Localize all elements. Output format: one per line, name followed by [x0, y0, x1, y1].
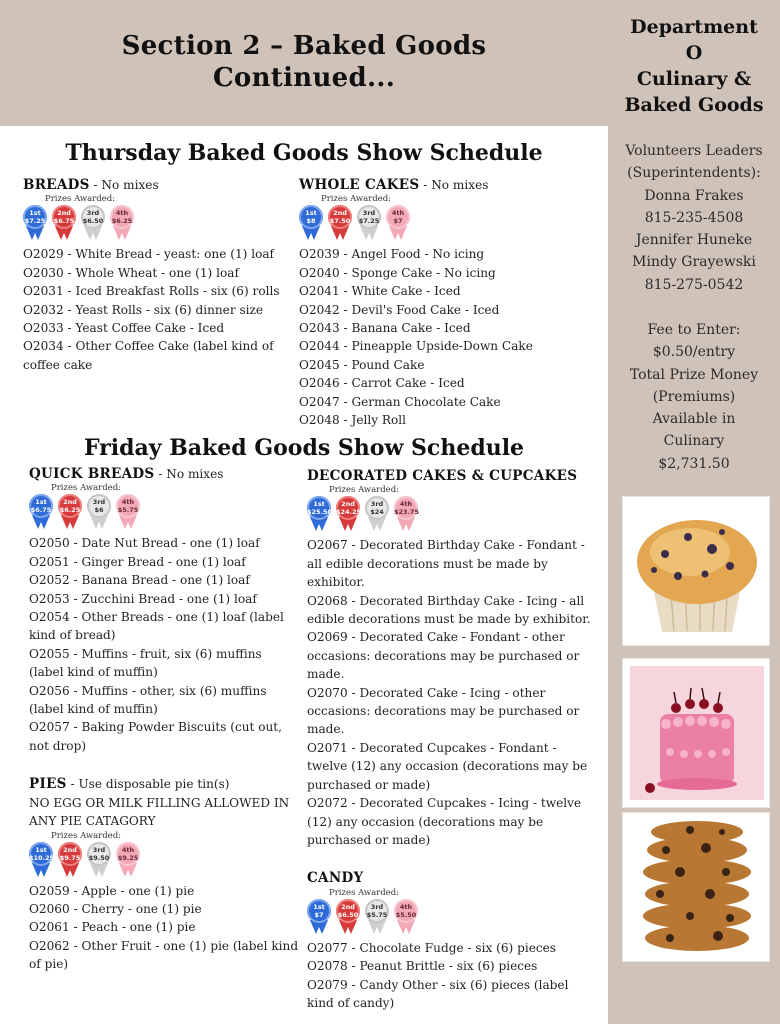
ribbon-1st — [307, 496, 331, 532]
list-item: O2051 - Ginger Bread - one (1) loaf — [29, 554, 246, 569]
list-item: O2060 - Cherry - one (1) pie — [29, 901, 202, 916]
fee-text: Fee to Enter: — [647, 322, 741, 338]
ribbon-2nd — [52, 205, 76, 241]
ribbon-place: 3rd — [92, 498, 106, 507]
ribbon-place: 2nd — [63, 845, 77, 854]
ribbon-1st — [23, 205, 47, 241]
list-item: O2062 - Other Fruit - one (1) pie (label kind of pie) — [29, 938, 299, 972]
ribbon-amount: $5.75 — [117, 506, 139, 515]
category-title: CANDY — [307, 870, 364, 887]
ribbon-place: 1st — [29, 209, 41, 218]
prizes-awarded-label: Prizes Awarded: — [329, 485, 400, 496]
list-item: O2052 - Banana Bread - one (1) loaf — [29, 573, 250, 588]
quick-breads-section — [29, 465, 299, 974]
fee-text: Culinary — [663, 433, 725, 450]
ribbon-place: 2nd — [341, 500, 355, 509]
ribbon-place: 1st — [35, 845, 47, 854]
list-item: O2043 - Banana Cake - Iced — [299, 321, 471, 336]
pink-cake-image — [622, 658, 770, 808]
ribbon-amount: $10.25 — [29, 853, 55, 862]
ribbon-amount: $7.25 — [358, 217, 380, 226]
list-item: O2072 - Decorated Cupcakes - Icing - twelve (12) any occasion (decorations may be purchased or made) — [307, 796, 582, 847]
list-item: O2069 - Decorated Cake - Fondant - other occasions: decorations may be purchased or made. — [307, 630, 580, 682]
ribbon-label — [29, 842, 53, 866]
page-title — [0, 30, 608, 94]
ribbon-place: 3rd — [86, 209, 100, 218]
list-item: O2050 - Date Nut Bread - one (1) loaf — [29, 536, 260, 551]
ribbon-amount: $23.75 — [394, 508, 420, 517]
ribbon-amount: $7.50 — [329, 217, 351, 226]
ribbon-4th — [386, 205, 410, 241]
ribbon-place: 1st — [313, 902, 325, 911]
ribbon-amount: $6.75 — [30, 506, 52, 515]
list-item: O2070 - Decorated Cake - Icing - other occasions: decorations may be purchased or made. — [307, 685, 580, 737]
prize-ribbons — [299, 194, 604, 242]
list-item: O2030 - Whole Wheat - one (1) loaf — [23, 265, 239, 280]
ribbon-place: 4th — [121, 845, 135, 854]
ribbon-amount: $9.75 — [59, 853, 81, 862]
department-line: O — [685, 42, 703, 64]
ribbon-place: 1st — [35, 498, 47, 507]
list-item: O2054 - Other Breads - one (1) loaf (label kind of bread) — [29, 610, 284, 643]
blueberry-muffin-image — [622, 496, 770, 646]
ribbon-amount: $6.25 — [59, 506, 81, 515]
ribbon-place: 4th — [399, 500, 413, 509]
leader-name: Mindy Grayewski — [632, 254, 756, 271]
ribbon-3rd — [365, 899, 389, 935]
list-item: O2048 - Jelly Roll — [299, 413, 407, 428]
list-item: O2041 - White Cake - Iced — [299, 284, 461, 299]
ribbon-amount: $7.25 — [24, 217, 46, 226]
ribbon-label — [116, 842, 140, 866]
ribbon-place: 1st — [313, 500, 325, 509]
prize-ribbons — [29, 483, 299, 531]
ribbon-place: 4th — [115, 209, 129, 218]
list-item: O2068 - Decorated Birthday Cake - Icing - all edible decorations must be made by exhibitor. — [307, 593, 591, 627]
ribbon-amount: $6.75 — [53, 217, 75, 226]
fee-text: Total Prize Money — [629, 366, 759, 383]
ribbon-place: 2nd — [333, 209, 347, 218]
list-item: O2044 - Pineapple Upside-Down Cake — [299, 339, 533, 354]
ribbon-amount: $5.75 — [366, 910, 388, 919]
prizes-awarded-label: Prizes Awarded: — [51, 483, 122, 494]
leader-name: Jennifer Huneke — [635, 232, 753, 249]
list-item: O2059 - Apple - one (1) pie — [29, 883, 195, 898]
category-note: - No mixes — [154, 467, 224, 481]
ribbon-4th — [110, 205, 134, 241]
ribbon-1st — [307, 899, 331, 935]
list-item: O2042 - Devil's Food Cake - Iced — [299, 302, 500, 317]
prizes-awarded-label: Prizes Awarded: — [321, 194, 392, 205]
ribbon-2nd — [328, 205, 352, 241]
ribbon-place: 1st — [305, 209, 317, 218]
category-note: - No mixes — [419, 178, 489, 192]
ribbon-1st — [29, 494, 53, 530]
fee-text: $0.50/entry — [652, 344, 736, 361]
ribbon-amount: $24.25 — [336, 508, 362, 517]
fee-text: Available in — [652, 411, 736, 428]
fees-block — [608, 319, 780, 475]
ribbon-1st — [29, 842, 53, 878]
prizes-awarded-label: Prizes Awarded: — [329, 887, 400, 898]
ribbon-label — [394, 899, 418, 923]
ribbon-place: 3rd — [92, 845, 106, 854]
category-title: DECORATED CAKES & CUPCAKES — [307, 468, 578, 484]
ribbon-place: 2nd — [63, 498, 77, 507]
prize-ribbons — [307, 485, 597, 533]
department-title — [608, 14, 780, 118]
category-title: QUICK BREADS — [29, 466, 155, 482]
leaders-label: (Superintendents): — [627, 165, 761, 182]
list-item: O2071 - Decorated Cupcakes - Fondant - twelve (12) any occasion (decorations may be purchased or made) — [307, 740, 588, 792]
ribbon-amount: $9.25 — [117, 853, 139, 862]
leaders-label: Volunteers Leaders — [625, 143, 763, 159]
friday-schedule-title: Friday Baked Goods Show Schedule — [83, 435, 525, 461]
category-title: PIES — [29, 776, 67, 793]
list-item: O2047 - German Chocolate Cake — [299, 394, 501, 409]
ribbon-label — [336, 899, 360, 923]
list-item: O2057 - Baking Powder Biscuits (cut out, not drop) — [29, 720, 283, 753]
ribbon-place: 2nd — [341, 902, 355, 911]
ribbon-3rd — [87, 842, 111, 878]
ribbon-1st — [299, 205, 323, 241]
prizes-awarded-label: Prizes Awarded: — [45, 194, 116, 205]
list-item: O2053 - Zucchini Bread - one (1) loaf — [29, 591, 257, 606]
ribbon-3rd — [81, 205, 105, 241]
ribbon-amount: $6 — [94, 506, 104, 515]
ribbon-place: 3rd — [370, 902, 384, 911]
list-item: O2046 - Carrot Cake - Iced — [299, 376, 465, 391]
ribbon-label — [58, 842, 82, 866]
prizes-awarded-label: Prizes Awarded: — [51, 830, 122, 841]
ribbon-2nd — [58, 494, 82, 530]
prize-ribbons — [29, 831, 299, 879]
category-note: - No mixes — [89, 178, 159, 192]
list-item: O2033 - Yeast Coffee Cake - Iced — [23, 321, 225, 336]
list-item: O2077 - Chocolate Fudge - six (6) pieces — [307, 940, 556, 955]
ribbon-3rd — [365, 496, 389, 532]
department-line: Baked Goods — [624, 94, 764, 116]
list-item: O2029 - White Bread - yeast: one (1) loaf — [23, 247, 275, 262]
list-item: O2045 - Pound Cake — [299, 357, 425, 372]
list-item: O2056 - Muffins - other, six (6) muffins (label kind of muffin) — [29, 683, 267, 717]
list-item: O2031 - Iced Breakfast Rolls - six (6) rolls — [23, 284, 280, 299]
department-line: Culinary & — [636, 68, 752, 90]
leader-phone: 815-235-4508 — [644, 209, 744, 226]
ribbon-place: 2nd — [57, 209, 71, 218]
list-item: O2079 - Candy Other - six (6) pieces (label kind of candy) — [307, 977, 569, 1010]
category-title: BREADS — [23, 177, 90, 193]
list-item: O2078 - Peanut Brittle - six (6) pieces — [307, 959, 538, 974]
leader-phone: 815-275-0542 — [644, 276, 744, 293]
ribbon-2nd — [336, 496, 360, 532]
category-title: WHOLE CAKES — [299, 177, 420, 193]
list-item: O2032 - Yeast Rolls - six (6) dinner size — [23, 302, 264, 317]
ribbon-amount: $7 — [393, 217, 403, 226]
category-note: - Use disposable pie tin(s) — [66, 777, 230, 792]
list-item: O2040 - Sponge Cake - No icing — [299, 265, 496, 280]
ribbon-label — [87, 842, 111, 866]
list-item: O2039 - Angel Food - No icing — [299, 247, 485, 262]
leaders-block — [608, 140, 780, 296]
ribbon-place: 4th — [391, 209, 405, 218]
ribbon-amount: $24 — [370, 508, 384, 517]
ribbon-amount: $25.50 — [307, 508, 333, 517]
ribbon-2nd — [336, 899, 360, 935]
department-line: Department — [630, 16, 758, 38]
ribbon-4th — [116, 842, 140, 878]
thursday-schedule-title: Thursday Baked Goods Show Schedule — [65, 140, 543, 166]
ribbon-place: 4th — [121, 498, 135, 507]
page-title-line1: Section 2 – Baked Goods — [121, 31, 487, 61]
ribbon-label — [365, 899, 389, 923]
ribbon-place: 3rd — [362, 209, 376, 218]
ribbon-amount: $5.50 — [395, 910, 417, 919]
leader-name: Donna Frakes — [644, 187, 744, 204]
decorated-section — [307, 467, 597, 1012]
ribbon-amount: $9.50 — [88, 853, 110, 862]
page-header — [0, 0, 608, 126]
ribbon-4th — [116, 494, 140, 530]
cookie-stack-image — [622, 812, 770, 962]
ribbon-2nd — [58, 842, 82, 878]
ribbon-place: 3rd — [370, 500, 384, 509]
list-item: O2055 - Muffins - fruit, six (6) muffins (label kind of muffin) — [29, 646, 262, 680]
prize-ribbons — [307, 888, 597, 936]
fee-total: $2,731.50 — [658, 455, 730, 472]
list-item: O2067 - Decorated Birthday Cake - Fondant - all edible decorations must be made by exhibitor. — [307, 538, 585, 590]
ribbon-3rd — [87, 494, 111, 530]
ribbon-amount: $6.50 — [82, 217, 104, 226]
ribbon-amount: $6.50 — [337, 910, 359, 919]
ribbon-amount: $7 — [314, 910, 324, 919]
fee-text: (Premiums) — [652, 388, 736, 405]
prize-ribbons — [23, 194, 298, 242]
ribbon-3rd — [357, 205, 381, 241]
list-item: O2034 - Other Coffee Cake (label kind of coffee cake — [23, 339, 274, 372]
whole-cakes-section — [299, 176, 604, 429]
ribbon-amount: $6.25 — [111, 217, 133, 226]
list-item: O2061 - Peach - one (1) pie — [29, 920, 196, 935]
breads-section — [23, 176, 298, 374]
ribbon-place: 4th — [399, 902, 413, 911]
page-title-line2: Continued... — [212, 63, 396, 93]
pies-warning: NO EGG OR MILK FILLING ALLOWED IN ANY PIE CATAGORY — [29, 795, 290, 829]
ribbon-4th — [394, 496, 418, 532]
ribbon-label — [307, 899, 331, 923]
ribbon-4th — [394, 899, 418, 935]
ribbon-amount: $8 — [306, 217, 316, 226]
